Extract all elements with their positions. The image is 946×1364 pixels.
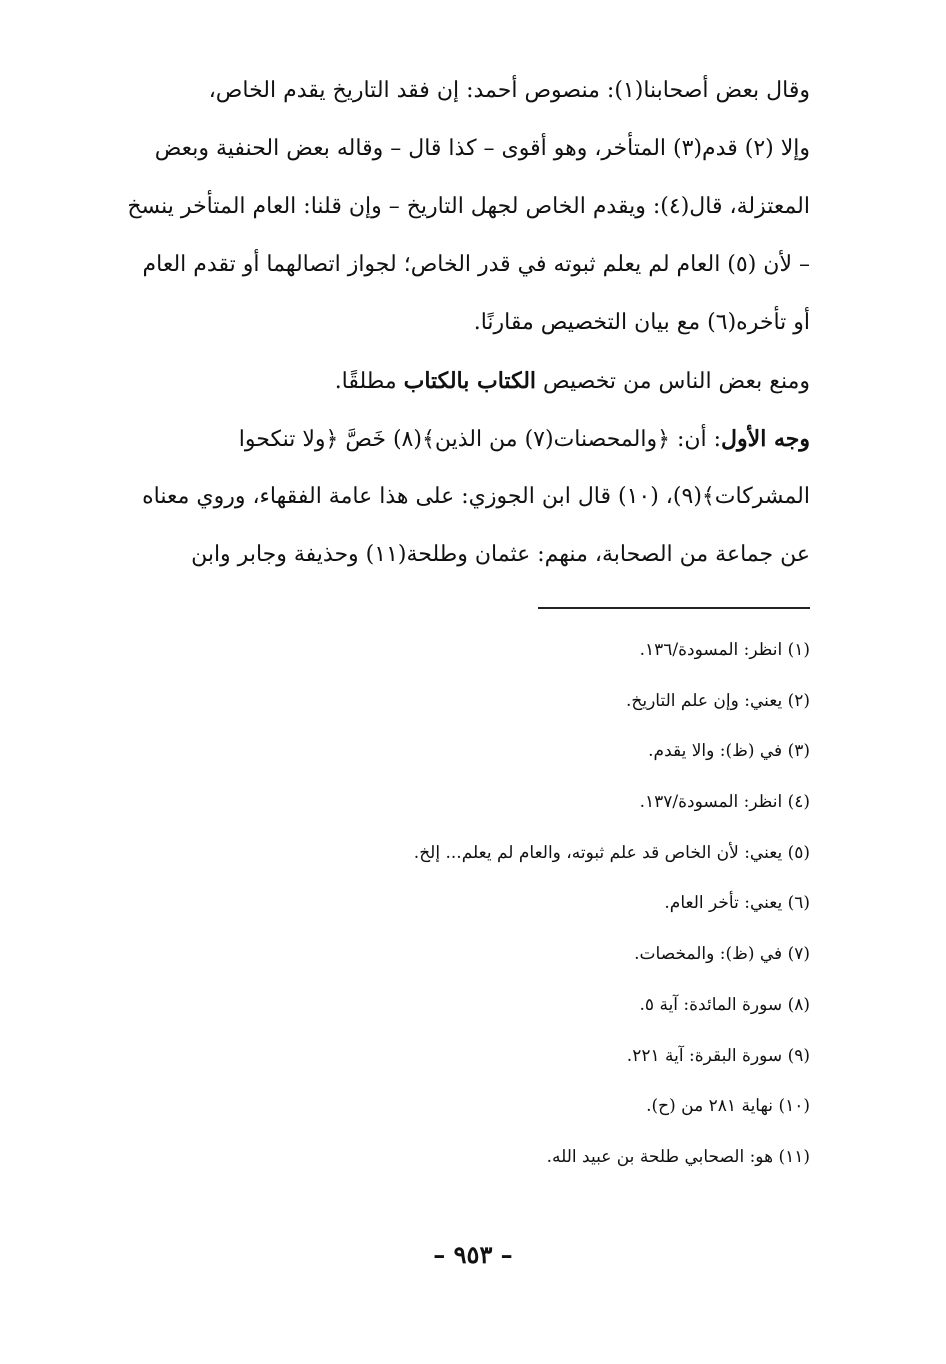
footnote-10: (١٠) نهاية ٢٨١ من (ح).	[646, 1096, 810, 1117]
footnote-4: (٤) انظر: المسودة/١٣٧.	[639, 792, 810, 813]
footnotes	[150, 625, 810, 1183]
footnote-1: (١) انظر: المسودة/١٣٦.	[639, 640, 810, 660]
text-line-3: المعتزلة، قال(٤): ويقدم الخاص لجهل التاريخ – وإن قلنا: العام المتأخر ينسخ	[127, 194, 810, 219]
footnote-11: (١١) هو: الصحابي طلحة بن عبيد الله.	[546, 1146, 810, 1167]
page-number: – ٩٥٣ –	[433, 1240, 513, 1269]
para3-bold: وجه الأول	[721, 426, 810, 452]
footnote-8: (٨) سورة المائدة: آية ٥.	[639, 994, 810, 1015]
footnote-7: (٧) في (ظ): والمخصات.	[634, 944, 810, 965]
text-line-2: وإلا (٢) قدم(٣) المتأخر، وهو أقوى – كذا قال – وقاله بعض الحنفية وبعض	[154, 136, 810, 161]
text-line-8: المشركات﴾(٩)، (١٠) قال ابن الجوزي: على هذا عامة الفقهاء، وروي معناه	[142, 484, 810, 509]
text-line-7	[80, 410, 810, 468]
text-line-6	[80, 352, 810, 410]
para2-pre: ومنع بعض الناس من تخصيص	[536, 369, 810, 394]
footnote-6: (٦) يعني: تأخر العام.	[664, 893, 810, 914]
para2-bold: الكتاب بالكتاب	[403, 368, 537, 394]
footnote-9: (٩) سورة البقرة: آية ٢٢١.	[626, 1045, 810, 1066]
main-text	[80, 62, 810, 584]
text-line-9: عن جماعة من الصحابة، منهم: عثمان وطلحة(١١) وحذيفة وجابر وابن	[191, 542, 810, 567]
footnote-5: (٥) يعني: لأن الخاص قد علم ثبوته، والعام لم يعلم... إلخ.	[413, 842, 810, 863]
footnote-2: (٢) يعني: وإن علم التاريخ.	[625, 690, 810, 711]
footnote-divider	[538, 607, 810, 609]
text-line-1: وقال بعض أصحابنا(١): منصوص أحمد: إن فقد التاريخ يقدم الخاص،	[208, 78, 810, 103]
text-line-4: – لأن (٥) العام لم يعلم ثبوته في قدر الخاص؛ لجواز اتصالهما أو تقدم العام	[142, 252, 810, 277]
para3-line1: : أن: ﴿والمحصنات(٧) من الذين﴾(٨) خَصَّ ﴿ولا تنكحوا	[238, 427, 722, 452]
para2-post: مطلقًا.	[334, 369, 404, 394]
text-line-5: أو تأخره(٦) مع بيان التخصيص مقارنًا.	[473, 310, 810, 335]
footnote-3: (٣) في (ظ): والا يقدم.	[648, 741, 810, 762]
